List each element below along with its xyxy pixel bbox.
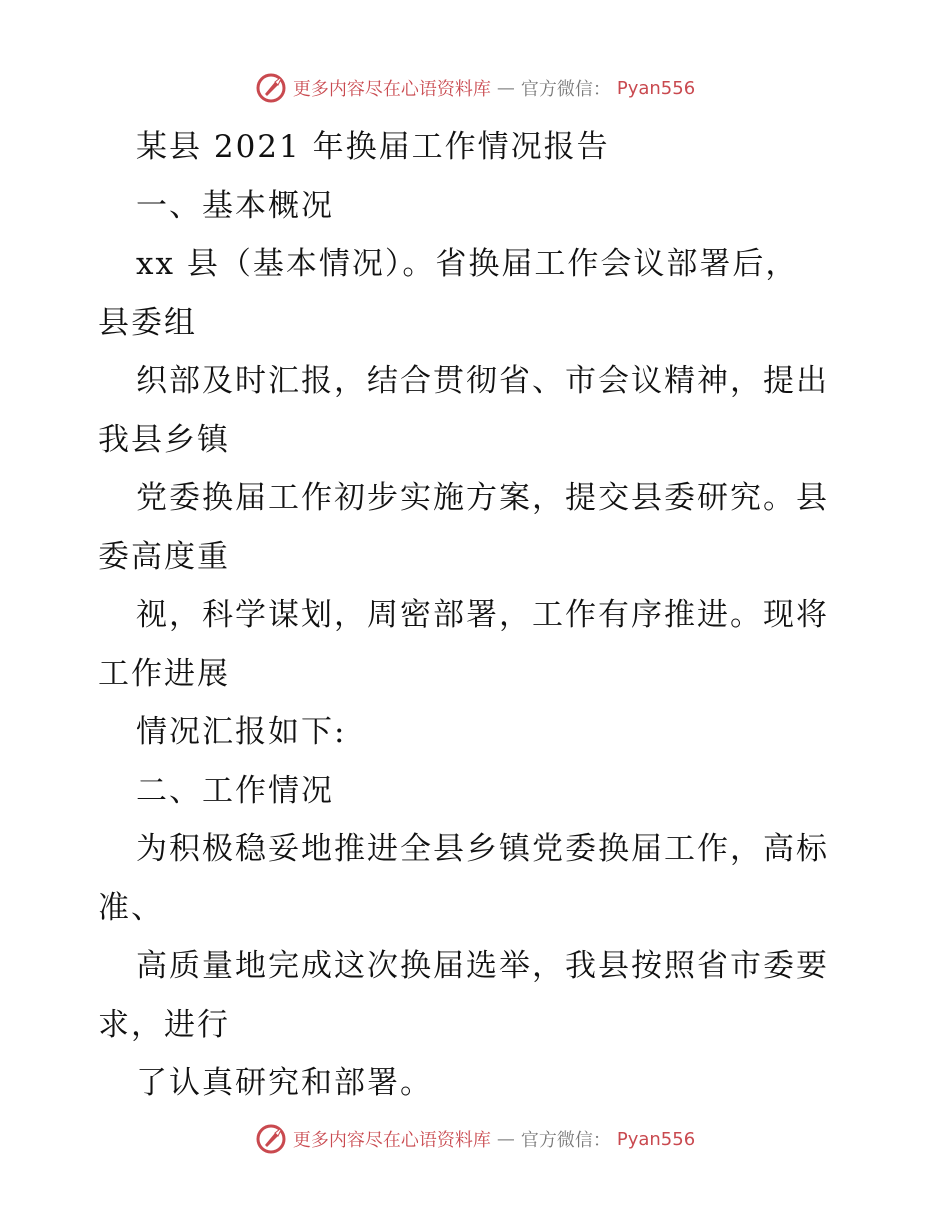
paragraph-line: 准、 [98,889,164,926]
paragraph-line: 高质量地完成这次换届选举，我县按照省市委要 [136,948,829,984]
document-title: 某县 2021 年换届工作情况报告 [136,129,610,165]
watermark-site-text: 更多内容尽在心语资料库 [292,79,491,100]
pen-nib-logo-icon [255,72,287,104]
pen-nib-logo-icon [255,1123,287,1155]
watermark-wechat-label: 官方微信： [520,1130,611,1151]
watermark-footer [0,1123,950,1155]
section-heading: 一、基本概况 [136,187,334,224]
paragraph-line: 委高度重 [98,538,230,575]
watermark-separator: — [496,1128,515,1150]
paragraph-line: xx 县（基本情况）。省换届工作会议部署后， [136,246,799,282]
paragraph-line: 县委组 [98,304,197,341]
watermark-wechat-label: 官方微信： [520,79,611,100]
paragraph-line: 织部及时汇报，结合贯彻省、市会议精神，提出 [136,363,829,399]
paragraph-line: 党委换届工作初步实施方案，提交县委研究。县 [136,480,829,516]
watermark-wechat-id: Pyan556 [616,1128,696,1150]
watermark-separator: — [496,77,515,99]
paragraph-line: 为积极稳妥地推进全县乡镇党委换届工作，高标 [136,831,829,867]
paragraph-line: 工作进展 [98,655,230,692]
document-body [98,118,858,1113]
watermark-wechat-id: Pyan556 [616,77,696,99]
section-heading: 二、工作情况 [136,772,334,809]
paragraph-line: 情况汇报如下: [136,714,347,750]
watermark-header [0,72,950,104]
paragraph-line: 我县乡镇 [98,421,230,458]
watermark-site-text: 更多内容尽在心语资料库 [292,1130,491,1151]
paragraph-line: 求，进行 [98,1006,230,1043]
paragraph-line: 视，科学谋划，周密部署，工作有序推进。现将 [136,597,829,633]
paragraph-line: 了认真研究和部署。 [136,1065,433,1101]
